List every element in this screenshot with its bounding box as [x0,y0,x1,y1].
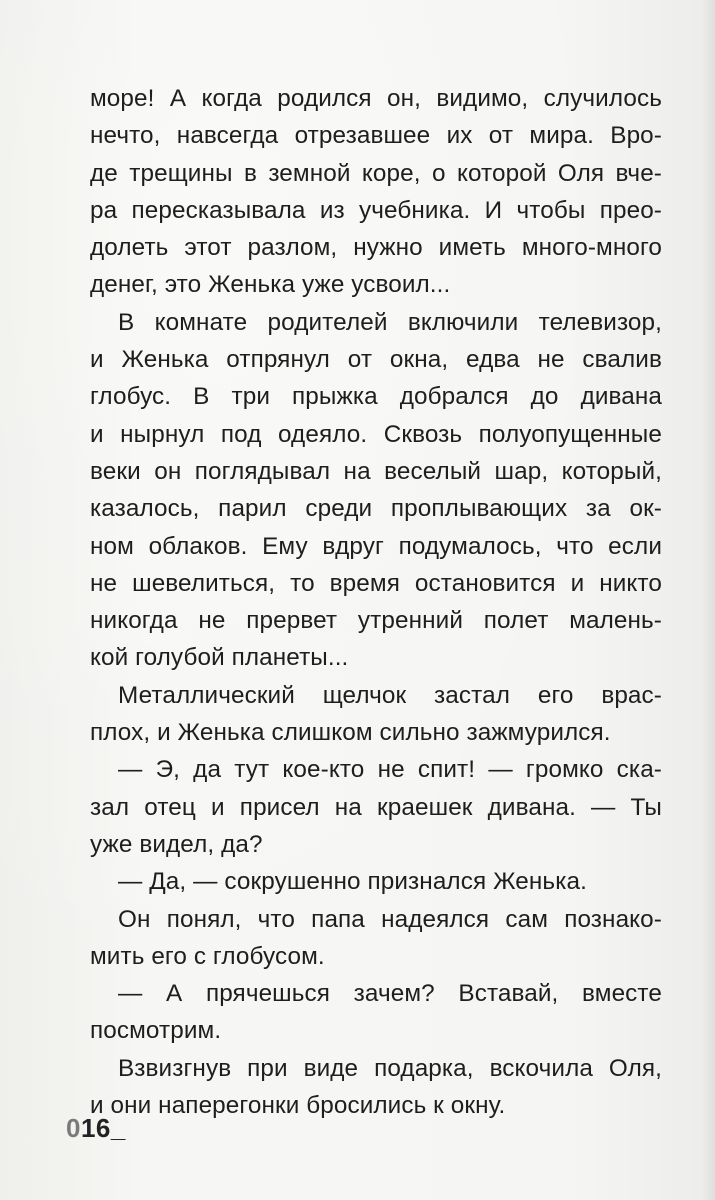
text-line: мить его с глобусом. [90,942,325,970]
text-line: никогда не прервет утренний полет малень- [90,607,662,635]
page-number-digits: 16 [80,1113,111,1143]
text-line: веки он поглядывал на веселый шар, который, [90,457,662,485]
text-line: не шевелиться, то время остановится и никто [90,569,662,597]
page-number [66,1113,126,1144]
body-text [90,80,662,1124]
text-line: море! А когда родился он, видимо, случилось [90,85,662,112]
text-line: — Да, — сокрушенно признался Женька. [118,868,587,896]
text-line: и Женька отпрянул от окна, едва не свалив [90,346,662,374]
text-line: долеть этот разлом, нужно иметь много-много [90,234,662,262]
text-line: Он понял, что папа надеялся сам познако- [118,905,662,933]
text-line: Металлический щелчок застал его врас- [118,681,662,709]
text-line: и они наперегонки бросились к окну. [90,1092,506,1120]
text-line: денег, это Женька уже усвоил... [90,271,451,299]
text-line: казалось, парил среди проплывающих за ок- [90,495,662,523]
text-line: зал отец и присел на краешек дивана. — Ты [90,793,662,821]
text-line: глобус. В три прыжка добрался до дивана [90,383,662,411]
text-line: Взвизгнув при виде подарка, вскочила Оля, [118,1054,662,1082]
text-line: уже видел, да? [90,830,263,858]
text-line: кой голубой планеты... [90,644,349,672]
text-line: ра пересказывала из учебника. И чтобы прео- [90,196,662,224]
text-line: и нырнул под одеяло. Сквозь полуопущенные [90,420,662,448]
page-number-suffix: _ [110,1113,126,1143]
text-line: — А прячешься зачем? Вставай, вместе [118,980,662,1008]
text-line: нечто, навсегда отрезавшее их от мира. Вро- [90,122,662,150]
page-edge-shadow [701,0,715,1200]
page-number-lead-zero: 0 [66,1113,81,1143]
text-line: де трещины в земной коре, о которой Оля вче- [90,159,662,187]
text-line: ном облаков. Ему вдруг подумалось, что если [90,532,662,560]
text-line: — Э, да тут кое-кто не спит! — громко ска- [118,756,662,784]
text-line: В комнате родителей включили телевизор, [118,308,662,336]
text-line: посмотрим. [90,1017,222,1045]
text-line: плох, и Женька слишком сильно зажмурился. [90,719,611,747]
